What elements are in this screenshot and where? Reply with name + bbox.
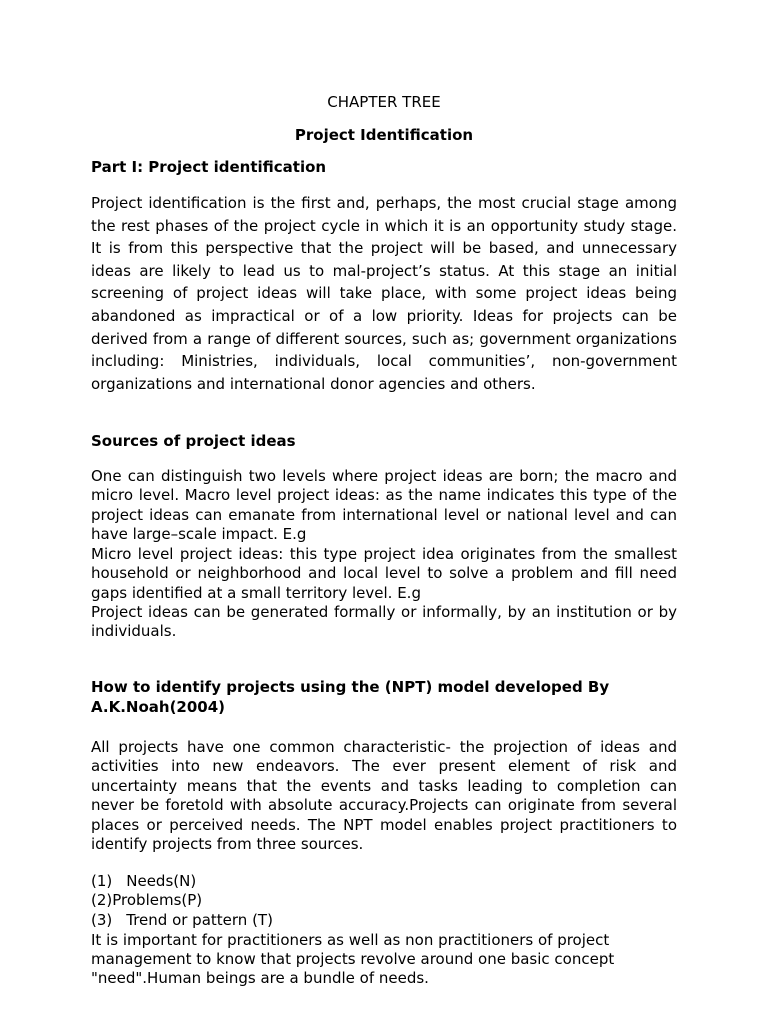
list-marker: (3) xyxy=(91,911,113,929)
npt-list-item-3 xyxy=(91,911,677,930)
npt-closing-line-3: "need".Human beings are a bundle of needs. xyxy=(91,969,429,987)
list-text: Trend or pattern (T) xyxy=(126,911,273,929)
npt-closing-line-2: management to know that projects revolve around one basic concept xyxy=(91,950,615,968)
document-title: Project Identification xyxy=(294,126,474,144)
list-marker: (1) xyxy=(91,872,113,890)
list-text: Problems(P) xyxy=(112,891,203,909)
list-text: Needs(N) xyxy=(126,872,197,890)
npt-heading: How to identify projects using the (NPT) model developed By A.K.Noah(2004) xyxy=(91,678,610,716)
npt-list-item-2 xyxy=(91,891,677,910)
npt-paragraph: All projects have one common characteristic- the projection of ideas and activities into new endeavors. The ever present element of risk and uncertainty means that the events and tasks leading to completion can never be foretold with absolute accuracy.Projects can originate from several places or perceived needs. The NPT model enables project practitioners to identify projects from three sources. xyxy=(91,738,677,854)
list-marker: (2) xyxy=(91,891,113,909)
npt-closing-line-1: It is important for practitioners as well as non practitioners of project xyxy=(91,931,610,949)
chapter-label: CHAPTER TREE xyxy=(327,93,441,111)
sources-paragraph-2: Micro level project ideas: this type project idea originates from the smallest household or neighborhood and local level to solve a problem and fill need gaps identified at a small territory level. E.g xyxy=(91,545,677,602)
part1-paragraph: Project identification is the first and, perhaps, the most crucial stage among the rest phases of the project cycle in which it is an opportunity study stage. It is from this perspective that the project will be based, and unnecessary ideas are likely to lead us to mal-project’s status. At this stage an initial screening of project ideas will take place, with some project ideas being abandoned as impractical or of a low priority. Ideas for projects can be derived from a range of different sources, such as; government organizations including: Ministries, individuals, local communities’, non-government organizations and international donor agencies and others. xyxy=(91,194,677,393)
part1-heading: Part I: Project identification xyxy=(91,158,327,176)
sources-paragraph-1: One can distinguish two levels where project ideas are born; the macro and micro level. Macro level project ideas: as the name indicates this type of the project ideas can emanate from international level or national level and can have large–scale impact. E.g xyxy=(91,467,677,544)
sources-heading: Sources of project ideas xyxy=(91,432,296,450)
sources-paragraph-3: Project ideas can be generated formally or informally, by an institution or by individuals. xyxy=(91,603,677,641)
npt-list-item-1 xyxy=(91,872,677,891)
